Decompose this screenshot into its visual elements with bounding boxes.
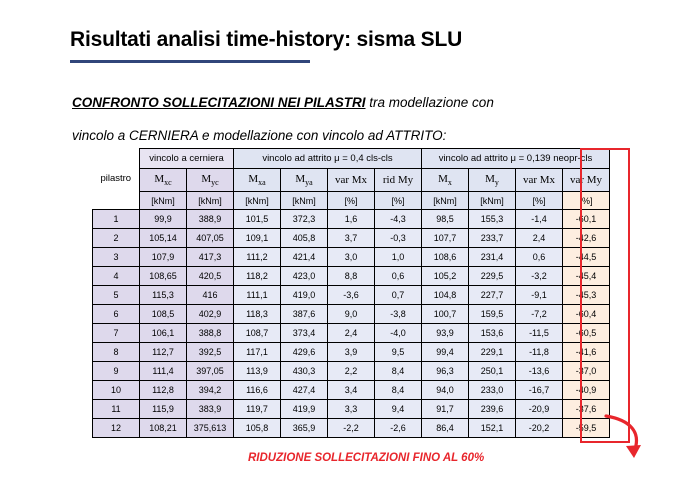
table-cell: 3,4 — [328, 381, 375, 400]
table-cell: -20,9 — [516, 400, 563, 419]
table-cell: 112,7 — [140, 343, 187, 362]
table-cell: 405,8 — [281, 229, 328, 248]
table-cell: -3,2 — [516, 267, 563, 286]
subtitle-line2: vincolo a CERNIERA e modellazione con vincolo ad ATTRITO: — [72, 128, 447, 143]
table-cell: 250,1 — [469, 362, 516, 381]
row-index-cell: 4 — [93, 267, 140, 286]
table-cell: 427,4 — [281, 381, 328, 400]
table-cell: 108,6 — [422, 248, 469, 267]
table-row — [93, 229, 610, 248]
table-cell: 392,5 — [187, 343, 234, 362]
table-cell: -42,6 — [563, 229, 610, 248]
footnote-reduction: RIDUZIONE SOLLECITAZIONI FINO AL 60% — [248, 452, 485, 464]
table-cell: -60,5 — [563, 324, 610, 343]
table-cell: -3,8 — [375, 305, 422, 324]
subtitle-rest: tra modellazione con — [365, 95, 494, 110]
table-cell: -11,5 — [516, 324, 563, 343]
col-unit-0: [kNm] — [140, 192, 187, 210]
col-head-mx-2: $M_x$ — [422, 169, 469, 192]
col-head-my-2: $M_y$ — [469, 169, 516, 192]
col-unit-7: [kNm] — [469, 192, 516, 210]
table-cell: 423,0 — [281, 267, 328, 286]
table-cell: 119,7 — [234, 400, 281, 419]
row-index-cell: 1 — [93, 210, 140, 229]
table-cell: 227,7 — [469, 286, 516, 305]
table-cell: 394,2 — [187, 381, 234, 400]
table-cell: 3,9 — [328, 343, 375, 362]
table-cell: 416 — [187, 286, 234, 305]
table-cell: 3,3 — [328, 400, 375, 419]
table-cell: 8,4 — [375, 381, 422, 400]
subtitle — [72, 86, 642, 152]
table-cell: 91,7 — [422, 400, 469, 419]
table-cell: 233,0 — [469, 381, 516, 400]
table-cell: 94,0 — [422, 381, 469, 400]
table-cell: 113,9 — [234, 362, 281, 381]
table-cell: -45,3 — [563, 286, 610, 305]
table-cell: 419,0 — [281, 286, 328, 305]
table-cell: 111,1 — [234, 286, 281, 305]
table-row — [93, 305, 610, 324]
table-cell: 383,9 — [187, 400, 234, 419]
table-cell: 118,2 — [234, 267, 281, 286]
table-cell: -60,4 — [563, 305, 610, 324]
table-cell: 107,7 — [422, 229, 469, 248]
col-head-ridmy-1: rid My — [375, 169, 422, 192]
table-cell: -2,6 — [375, 419, 422, 438]
row-index-cell: 9 — [93, 362, 140, 381]
table-cell: 388,9 — [187, 210, 234, 229]
table-cell: 229,5 — [469, 267, 516, 286]
table-cell: 116,6 — [234, 381, 281, 400]
table-cell: 2,4 — [328, 324, 375, 343]
table-cell: 107,9 — [140, 248, 187, 267]
table-cell: 421,4 — [281, 248, 328, 267]
table-cell: 2,2 — [328, 362, 375, 381]
col-unit-9: [%] — [563, 192, 610, 210]
col-unit-6: [kNm] — [422, 192, 469, 210]
table-cell: -37,0 — [563, 362, 610, 381]
table-cell: 106,1 — [140, 324, 187, 343]
table-cell: 9,5 — [375, 343, 422, 362]
table-cell: 1,0 — [375, 248, 422, 267]
table-cell: 99,9 — [140, 210, 187, 229]
row-index-cell: 3 — [93, 248, 140, 267]
table-cell: 373,4 — [281, 324, 328, 343]
row-header-corner — [93, 149, 140, 210]
table-cell: -11,8 — [516, 343, 563, 362]
table-cell: 100,7 — [422, 305, 469, 324]
table-cell: -3,6 — [328, 286, 375, 305]
table-cell: 429,6 — [281, 343, 328, 362]
table-cell: 8,8 — [328, 267, 375, 286]
row-index-cell: 11 — [93, 400, 140, 419]
table-group-header-row — [93, 149, 610, 169]
table-cell: 420,5 — [187, 267, 234, 286]
table-cell: 86,4 — [422, 419, 469, 438]
group-header-attrito-04: vincolo ad attrito μ = 0,4 cls-cls — [234, 149, 422, 169]
table-cell: 430,3 — [281, 362, 328, 381]
col-unit-5: [%] — [375, 192, 422, 210]
table-cell: -41,6 — [563, 343, 610, 362]
group-header-cerniera: vincolo a cerniera — [140, 149, 234, 169]
row-header-label: pilastro — [100, 173, 132, 185]
table-cell: 3,0 — [328, 248, 375, 267]
table-cell: 9,4 — [375, 400, 422, 419]
table-cell: 229,1 — [469, 343, 516, 362]
table-cell: 8,4 — [375, 362, 422, 381]
table-cell: 152,1 — [469, 419, 516, 438]
col-unit-3: [kNm] — [281, 192, 328, 210]
table-cell: 417,3 — [187, 248, 234, 267]
table-cell: -44,5 — [563, 248, 610, 267]
table-cell: 402,9 — [187, 305, 234, 324]
table-cell: 98,5 — [422, 210, 469, 229]
table-cell: -37,6 — [563, 400, 610, 419]
table-cell: 112,8 — [140, 381, 187, 400]
table-cell: 105,8 — [234, 419, 281, 438]
col-head-mya: $M_{ya}$ — [281, 169, 328, 192]
table-row — [93, 248, 610, 267]
row-index-cell: 5 — [93, 286, 140, 305]
row-index-cell: 7 — [93, 324, 140, 343]
col-unit-8: [%] — [516, 192, 563, 210]
table-row — [93, 400, 610, 419]
table-cell: 372,3 — [281, 210, 328, 229]
table-cell: 115,9 — [140, 400, 187, 419]
table-cell: 3,7 — [328, 229, 375, 248]
subtitle-emphasis: CONFRONTO SOLLECITAZIONI NEI PILASTRI — [72, 95, 366, 110]
table-cell: 108,65 — [140, 267, 187, 286]
table-cell: -45,4 — [563, 267, 610, 286]
table-row — [93, 419, 610, 438]
col-head-mxa: $M_{xa}$ — [234, 169, 281, 192]
table-cell: 108,7 — [234, 324, 281, 343]
row-index-cell: 10 — [93, 381, 140, 400]
table-unit-header-row — [93, 192, 610, 210]
table-cell: -0,3 — [375, 229, 422, 248]
table-cell: 0,6 — [375, 267, 422, 286]
col-head-varmy-2: var My — [563, 169, 610, 192]
table-cell: -7,2 — [516, 305, 563, 324]
table-cell: 115,3 — [140, 286, 187, 305]
table-cell: -4,0 — [375, 324, 422, 343]
table-cell: -4,3 — [375, 210, 422, 229]
table-row — [93, 324, 610, 343]
row-index-cell: 8 — [93, 343, 140, 362]
table-cell: 117,1 — [234, 343, 281, 362]
page-title: Risultati analisi time-history: sisma SLU — [70, 28, 463, 51]
table-cell: -59,5 — [563, 419, 610, 438]
table-cell: 1,6 — [328, 210, 375, 229]
table-cell: -60,1 — [563, 210, 610, 229]
table-cell: 388,8 — [187, 324, 234, 343]
table-cell: 108,21 — [140, 419, 187, 438]
col-head-varmx-1: var Mx — [328, 169, 375, 192]
table-cell: 233,7 — [469, 229, 516, 248]
table-cell: 93,9 — [422, 324, 469, 343]
table-cell: 108,5 — [140, 305, 187, 324]
col-unit-4: [%] — [328, 192, 375, 210]
results-table — [92, 148, 610, 438]
table-cell: 0,7 — [375, 286, 422, 305]
table-cell: 365,9 — [281, 419, 328, 438]
table-row — [93, 343, 610, 362]
col-unit-1: [kNm] — [187, 192, 234, 210]
col-head-myc: $M_{yc}$ — [187, 169, 234, 192]
table-row — [93, 362, 610, 381]
table-cell: 118,3 — [234, 305, 281, 324]
table-row — [93, 381, 610, 400]
table-cell: 2,4 — [516, 229, 563, 248]
title-underline — [70, 60, 310, 63]
table-row — [93, 267, 610, 286]
table-cell: 153,6 — [469, 324, 516, 343]
row-index-cell: 6 — [93, 305, 140, 324]
col-unit-2: [kNm] — [234, 192, 281, 210]
table-cell: 105,2 — [422, 267, 469, 286]
col-head-mxc: $M_{xc}$ — [140, 169, 187, 192]
table-symbol-header-row — [93, 169, 610, 192]
table-row — [93, 286, 610, 305]
table-cell: 104,8 — [422, 286, 469, 305]
table-cell: 111,2 — [234, 248, 281, 267]
table-cell: 9,0 — [328, 305, 375, 324]
table-cell: -40,9 — [563, 381, 610, 400]
col-head-varmx-2: var Mx — [516, 169, 563, 192]
table-cell: -2,2 — [328, 419, 375, 438]
table-cell: 96,3 — [422, 362, 469, 381]
group-header-attrito-0139: vincolo ad attrito μ = 0,139 neopr-cls — [422, 149, 610, 169]
row-index-cell: 2 — [93, 229, 140, 248]
table-cell: -13,6 — [516, 362, 563, 381]
table-cell: 101,5 — [234, 210, 281, 229]
table-cell: -20,2 — [516, 419, 563, 438]
table-cell: 397,05 — [187, 362, 234, 381]
table-cell: 375,613 — [187, 419, 234, 438]
table-cell: 387,6 — [281, 305, 328, 324]
table-body — [93, 210, 610, 438]
table-cell: 419,9 — [281, 400, 328, 419]
table-cell: 99,4 — [422, 343, 469, 362]
table-cell: -1,4 — [516, 210, 563, 229]
table-cell: 105,14 — [140, 229, 187, 248]
table-cell: 231,4 — [469, 248, 516, 267]
table-row — [93, 210, 610, 229]
table-cell: -16,7 — [516, 381, 563, 400]
table-cell: 159,5 — [469, 305, 516, 324]
curved-arrow-icon — [600, 414, 646, 462]
table-cell: 407,05 — [187, 229, 234, 248]
row-index-cell: 12 — [93, 419, 140, 438]
table-cell: 111,4 — [140, 362, 187, 381]
table-cell: 239,6 — [469, 400, 516, 419]
table-cell: 109,1 — [234, 229, 281, 248]
table-cell: 155,3 — [469, 210, 516, 229]
table-cell: 0,6 — [516, 248, 563, 267]
table-cell: -9,1 — [516, 286, 563, 305]
